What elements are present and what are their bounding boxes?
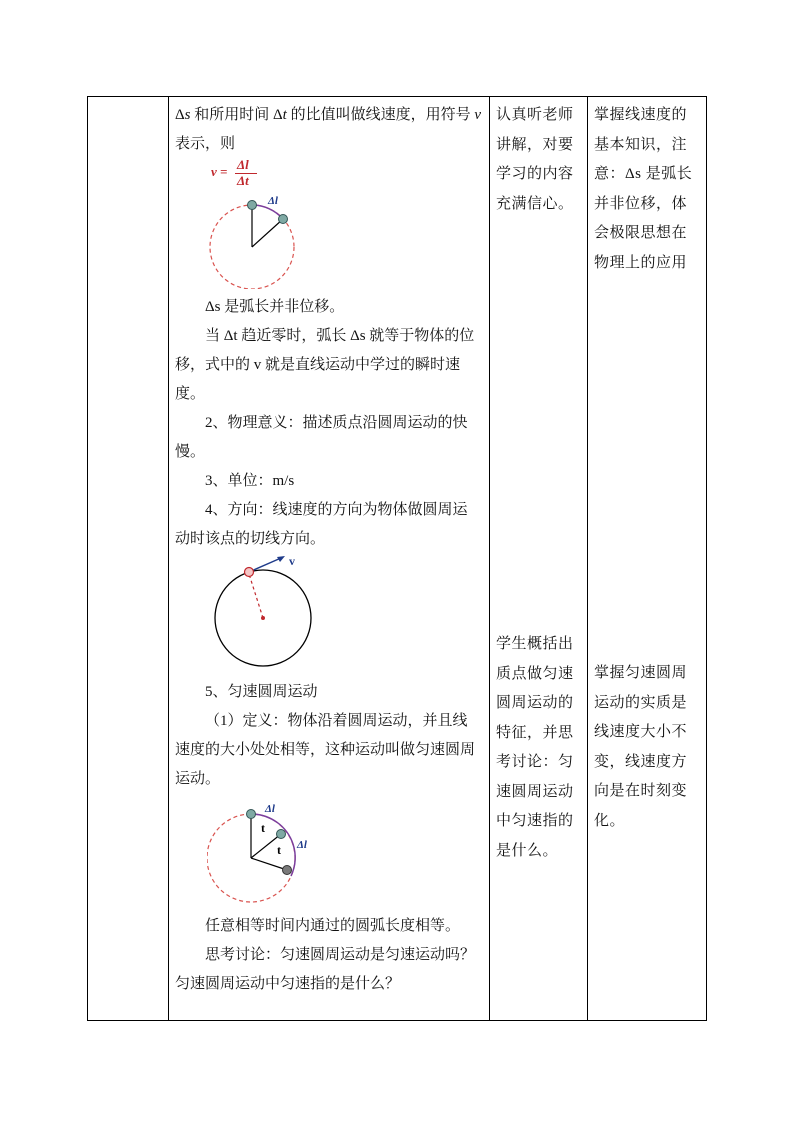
student-activity-column [490, 97, 586, 1020]
design-intent-column [588, 97, 706, 1020]
v-symbol: v [474, 107, 482, 123]
paragraph-uniform-title: 5、匀速圆周运动 [205, 684, 318, 700]
point-marker [247, 810, 256, 819]
paragraph-meaning: 2、物理意义：描述质点沿圆周运动的快慢。 [175, 415, 468, 460]
radius-line [251, 858, 287, 870]
arc-segment [252, 205, 283, 219]
tangent-velocity-diagram [207, 556, 319, 672]
arc-length-diagram [205, 187, 305, 289]
point-marker [277, 830, 286, 839]
delta-l-label: Δl [268, 195, 278, 207]
paragraph-direction: 4、方向：线速度的方向为物体做圆周运动时该点的切线方向。 [175, 502, 468, 547]
student-activity-text: 学生概括出质点做匀速圆周运动的特征，并思考讨论：匀速圆周运动中匀速指的是什么。 [496, 636, 574, 859]
design-intent-text: 掌握线速度的基本知识，注意：Δs 是弧长并非位移，体会极限思想在物理上的应用 [594, 107, 693, 271]
text-span: 表示，则 [175, 136, 236, 152]
formula-lhs: v = [211, 164, 228, 179]
lesson-table [87, 96, 707, 1021]
student-activity-text: 认真听老师讲解，对要学习的内容充满信心。 [496, 107, 574, 212]
text-span: 和所用时间 Δ [190, 107, 283, 123]
paragraph-uniform-def: （1）定义：物体沿着圆周运动，并且线速度的大小处处相等，这种运动叫做匀速圆周运动。 [175, 713, 476, 787]
point-marker [279, 215, 288, 224]
figure-arc-length [175, 187, 482, 289]
empty-column [88, 97, 168, 1020]
design-intent-text: 掌握匀速圆周运动的实质是线速度大小不变，线速度方向是在时刻变化。 [594, 665, 688, 829]
text-span: 的比值叫做线速度，用符号 [286, 107, 475, 123]
s-symbol: s [184, 107, 191, 123]
v-label: v [289, 556, 295, 568]
point-marker [248, 201, 257, 210]
delta-l-label: Δl [265, 803, 275, 815]
center-point [261, 616, 265, 620]
delta-l-label: Δl [297, 839, 307, 851]
formula-denominator: Δt [237, 173, 249, 188]
formula [175, 159, 482, 187]
arc-segment [251, 814, 293, 844]
t-label: t [261, 821, 265, 835]
formula-numerator: Δl [237, 157, 249, 172]
paragraph-equal-arcs: 任意相等时间内通过的圆弧长度相等。 [205, 918, 461, 934]
point-marker [245, 568, 254, 577]
figure-uniform-motion [175, 794, 482, 910]
uniform-motion-diagram [207, 800, 317, 912]
radius-line [252, 219, 283, 247]
paragraph-discussion: 思考讨论：匀速圆周运动是匀速运动吗？匀速圆周运动中匀速指的是什么？ [175, 947, 476, 992]
figure-tangent-velocity [175, 554, 482, 672]
teaching-content [169, 97, 488, 1020]
paragraph-definition [175, 101, 482, 159]
t-symbol: t [282, 107, 287, 123]
arrow-head [277, 556, 285, 562]
point-marker [283, 866, 292, 875]
delta-symbol: Δ [175, 107, 185, 123]
paragraph-arc-note: Δs 是弧长并非位移。 [205, 299, 345, 315]
paragraph-limit: 当 Δt 趋近零时，弧长 Δs 就等于物体的位移，式中的 v 就是直线运动中学过的瞬时速度。 [175, 328, 475, 402]
dashed-radius [249, 574, 263, 618]
paragraph-unit: 3、单位：m/s [205, 473, 295, 489]
t-label: t [277, 843, 281, 857]
